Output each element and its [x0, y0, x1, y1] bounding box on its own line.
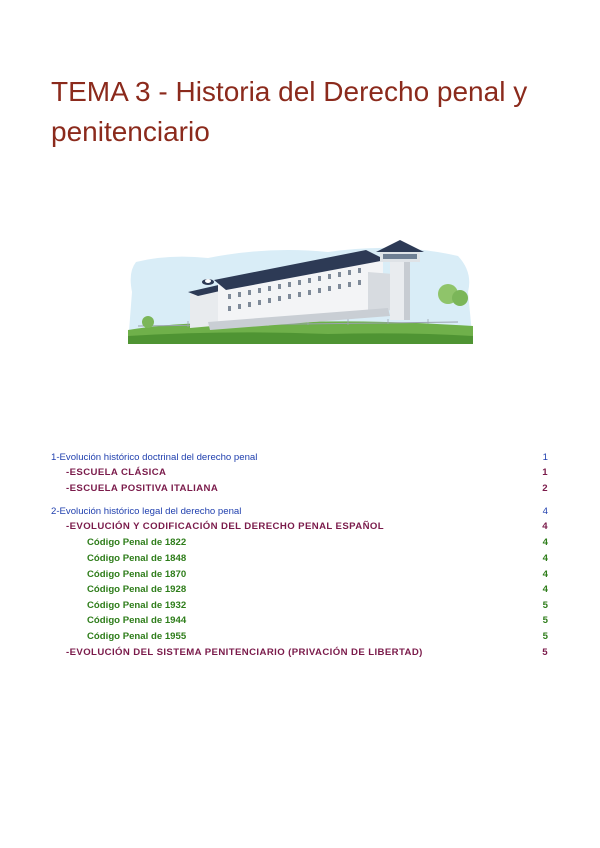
toc-entry-label: -ESCUELA POSITIVA ITALIANA: [66, 483, 219, 494]
toc-entry[interactable]: [66, 646, 548, 660]
toc-entry-page: 1: [542, 467, 548, 478]
toc-entry[interactable]: [51, 451, 548, 465]
toc-entry-label: Código Penal de 1944: [87, 615, 187, 626]
toc-entry-page: 4: [542, 521, 548, 532]
toc-entry-page: 4: [542, 569, 548, 580]
toc-entry-page: 4: [542, 537, 548, 548]
toc-entry-page: 2: [542, 483, 548, 494]
toc-entry-page: 5: [542, 615, 548, 626]
toc-entry-label: -EVOLUCIÓN DEL SISTEMA PENITENCIARIO (PRIVACIÓN DE LIBERTAD): [66, 647, 423, 658]
toc-entry[interactable]: [66, 466, 548, 480]
toc-entry-label: Código Penal de 1928: [87, 584, 187, 595]
prison-building-illustration: [128, 232, 473, 344]
toc-entry[interactable]: [87, 583, 548, 597]
toc-entry-label: Código Penal de 1955: [87, 631, 187, 642]
toc-entry-page: 5: [542, 600, 548, 611]
page-title: TEMA 3 - Historia del Derecho penal y penitenciario: [51, 76, 528, 147]
toc-entry[interactable]: [66, 482, 548, 496]
toc-entry-label: -ESCUELA CLÁSICA: [66, 467, 167, 478]
toc-entry[interactable]: [87, 568, 548, 582]
toc-entry-page: 5: [542, 647, 548, 658]
toc-entry-label: 2-Evolución histórico legal del derecho penal: [51, 506, 242, 517]
toc-entry-page: 5: [542, 631, 548, 642]
toc-entry[interactable]: [66, 520, 548, 534]
toc-entry-label: -EVOLUCIÓN Y CODIFICACIÓN DEL DERECHO PENAL ESPAÑOL: [66, 521, 385, 532]
toc-entry[interactable]: [87, 630, 548, 644]
toc-entry[interactable]: [87, 552, 548, 566]
toc-entry-page: 4: [542, 506, 548, 517]
toc-entry-label: Código Penal de 1848: [87, 553, 187, 564]
toc-entry-label: Código Penal de 1870: [87, 569, 187, 580]
toc-entry[interactable]: [87, 614, 548, 628]
toc-entry[interactable]: [87, 536, 548, 550]
toc-entry-page: 4: [542, 553, 548, 564]
toc-entry-label: Código Penal de 1822: [87, 537, 187, 548]
toc-entry[interactable]: [87, 599, 548, 613]
toc-entry-page: 4: [542, 584, 548, 595]
toc-entry-label: Código Penal de 1932: [87, 600, 187, 611]
toc-entry-page: 1: [542, 452, 548, 463]
toc-entry-label: 1-Evolución histórico doctrinal del derecho penal: [51, 452, 258, 463]
toc-entry[interactable]: [51, 505, 548, 519]
